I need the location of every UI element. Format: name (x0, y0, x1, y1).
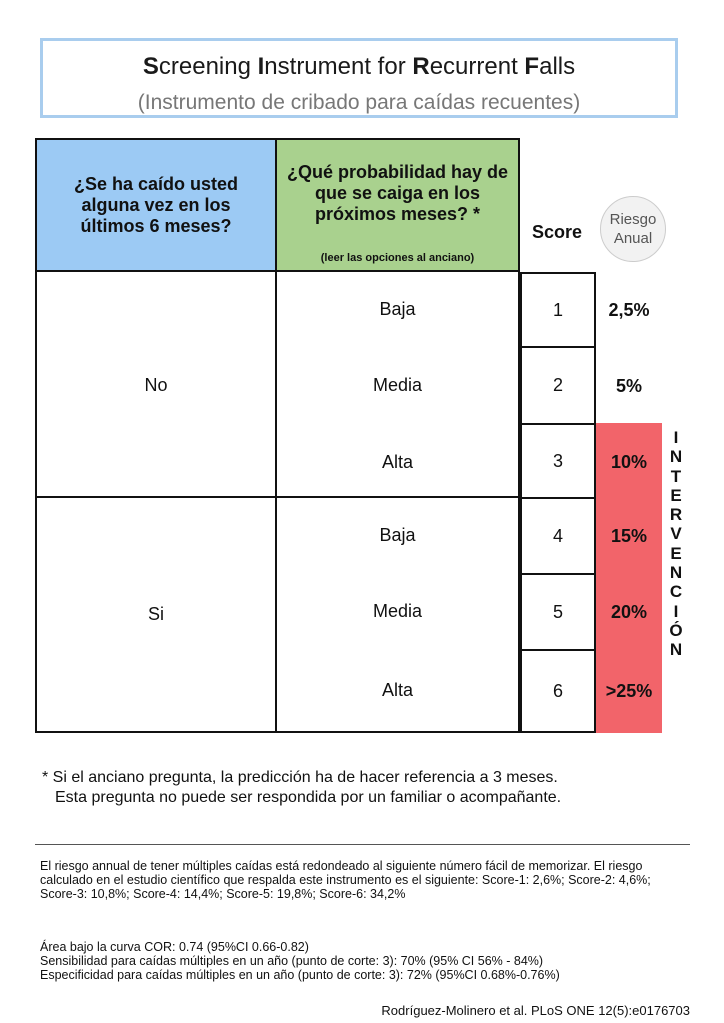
risk-value: 10% (610, 452, 648, 472)
grid-divider-horizontal (35, 496, 520, 498)
prob-row-6: Alta (381, 680, 414, 700)
prob-row-2: Media (372, 375, 423, 395)
footnote-line-1: * Si el anciano pregunta, la predicción ha de hacer referencia a 3 meses. (42, 769, 558, 786)
subtitle: (Instrumento de cribado para caídas recuentes) (137, 91, 581, 114)
specificity-note: Especificidad para caídas múltiples en un año (punto de corte: 3): 72% (95%CI 0.68%-0.76%) (40, 968, 560, 982)
score-header: Score (531, 222, 583, 242)
prob-row-3: Alta (381, 452, 414, 472)
answer-grid (35, 272, 520, 733)
risk-value: >25% (605, 681, 653, 701)
risk-value: 5% (615, 376, 642, 396)
footnote (42, 768, 561, 808)
group-label-no: No (144, 375, 168, 395)
prob-row-4: Baja (379, 525, 416, 545)
header-probability (277, 138, 520, 272)
score-cell: 3 (520, 423, 596, 499)
risk-value: 2,5% (608, 300, 650, 320)
citation: Rodríguez-Molinero et al. PLoS ONE 12(5):e0176703 (381, 1003, 690, 1018)
group-label-si: Si (147, 604, 164, 624)
prob-row-5: Media (372, 601, 423, 621)
annual-risk-line1: Riesgo (609, 211, 657, 228)
score-cell: 4 (520, 497, 596, 575)
risk-explanation: El riesgo annual de tener múltiples caídas está redondeado al siguiente número fácil de memorizar. El riesgo calculado en el estudio científico que respalda este instrumento es el siguiente: Score-1: 2,6%; Score-2: 4,6%; Score-3: 10,8%; Score-4: 14,4%; Score-5: 19,8%; Score-6: 34,2% (40, 859, 651, 901)
annual-risk-badge (600, 196, 666, 262)
footnote-line-2: Esta pregunta no puede ser respondida por un familiar o acompañante. (55, 789, 562, 806)
risk-value: 20% (610, 602, 648, 622)
score-cell: 2 (520, 346, 596, 425)
header-fallen (35, 138, 277, 272)
score-cell: 1 (520, 272, 596, 348)
sensitivity-note: Sensibilidad para caídas múltiples en un año (punto de corte: 3): 70% (95% CI 56% - 84%) (40, 954, 544, 968)
intervention-label: I N T E R V E N C I Ó N (669, 428, 683, 660)
header-probability-text: ¿Qué probabilidad hay de que se caiga en los próximos meses? * (286, 162, 509, 224)
prob-row-1: Baja (379, 299, 416, 319)
risk-value: 15% (610, 526, 648, 546)
auc-note: Área bajo la curva COR: 0.74 (95%CI 0.66-0.82) (40, 940, 309, 954)
header-probability-note: (leer las opciones al anciano) (320, 252, 475, 264)
annual-risk-line2: Anual (613, 230, 653, 247)
title: Screening Instrument for Recurrent Falls (142, 53, 576, 80)
title-box (40, 38, 678, 118)
header-fallen-text: ¿Se ha caído usted alguna vez en los últimos 6 meses? (73, 173, 239, 236)
separator (35, 844, 690, 845)
score-cell: 5 (520, 573, 596, 651)
grid-divider-vertical (275, 272, 277, 733)
score-cell: 6 (520, 649, 596, 733)
